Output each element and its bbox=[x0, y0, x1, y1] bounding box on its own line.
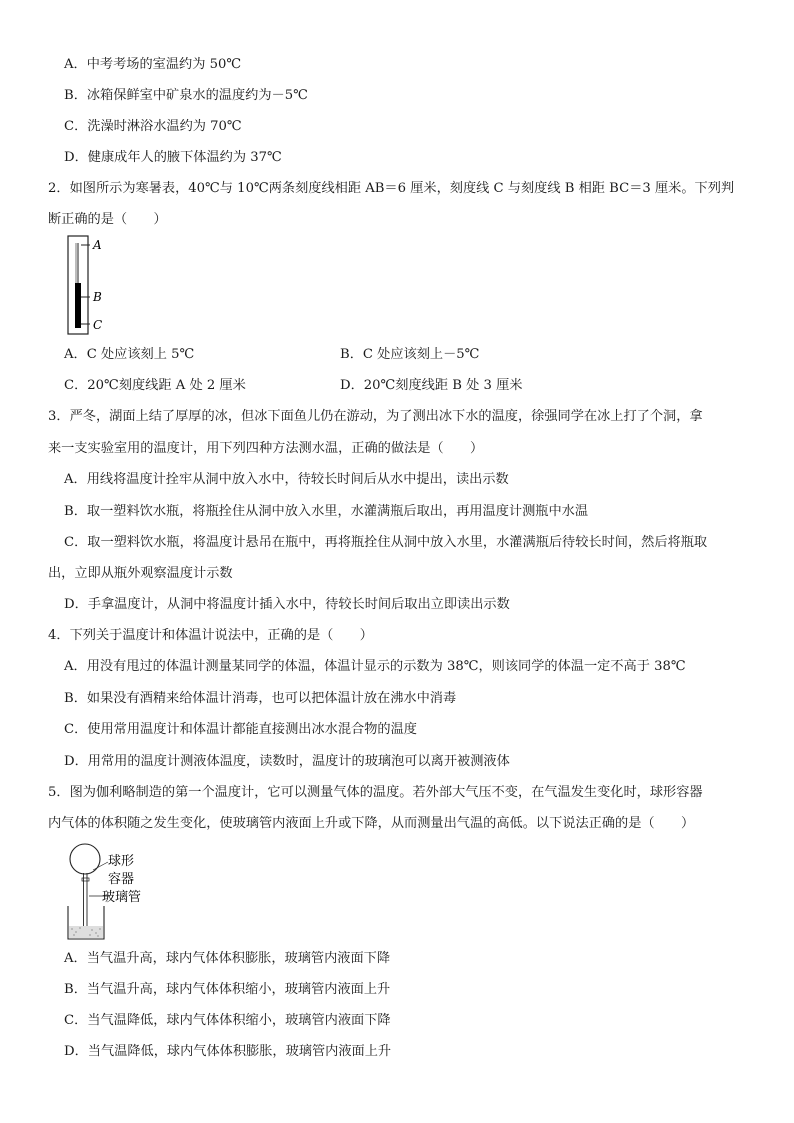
q3-option-c-line1: C．取一塑料饮水瓶，将温度计悬吊在瓶中，再将瓶拴住从洞中放入水里，水灌满瓶后待较长时间，然后将瓶取 bbox=[64, 535, 708, 550]
q2-option-b: B．C 处应该刻上－5℃ bbox=[340, 347, 480, 362]
q3-option-b: B．取一塑料饮水瓶，将瓶拴住从洞中放入水里，水灌满瓶后取出，再用温度计测瓶中水温 bbox=[64, 504, 588, 519]
q3-option-d: D．手拿温度计，从洞中将温度计插入水中，待较长时间后取出立即读出示数 bbox=[64, 597, 510, 612]
q4-option-c: C．使用常用温度计和体温计都能直接测出冰水混合物的温度 bbox=[64, 722, 417, 737]
label-sphere-1: 球形 bbox=[108, 854, 135, 869]
q2-option-d: D．20℃刻度线距 B 处 3 厘米 bbox=[340, 378, 523, 393]
label-b: B bbox=[93, 290, 102, 304]
q1-option-c: C．洗澡时淋浴水温约为 70℃ bbox=[64, 119, 242, 134]
q1-option-b: B．冰箱保鲜室中矿泉水的温度约为－5℃ bbox=[64, 88, 308, 103]
thermometer-liquid bbox=[75, 283, 81, 328]
label-c: C bbox=[93, 318, 103, 332]
leader-bulb bbox=[93, 862, 108, 870]
q5-option-b: B．当气温升高，球内气体体积缩小，玻璃管内液面上升 bbox=[64, 982, 391, 997]
q4-option-b: B．如果没有酒精来给体温计消毒，也可以把体温计放在沸水中消毒 bbox=[64, 691, 457, 706]
q2-option-c: C．20℃刻度线距 A 处 2 厘米 bbox=[64, 378, 246, 393]
q3-option-a: A．用线将温度计拴牢从洞中放入水中，待较长时间后从水中提出，读出示数 bbox=[64, 472, 509, 487]
q2-stem-line2: 断正确的是（ ） bbox=[48, 212, 167, 227]
q5-option-d: D．当气温降低，球内气体体积膨胀，玻璃管内液面上升 bbox=[64, 1044, 392, 1059]
q5-galileo-thermometer-figure bbox=[62, 840, 172, 942]
q2-option-a: A．C 处应该刻上 5℃ bbox=[64, 347, 195, 362]
q1-option-d: D．健康成年人的腋下体温约为 37℃ bbox=[64, 150, 282, 165]
q5-option-a: A．当气温升高，球内气体体积膨胀，玻璃管内液面下降 bbox=[64, 951, 391, 966]
q2-stem-line1: 2．如图所示为寒暑表，40℃与 10℃两条刻度线相距 AB＝6 厘米，刻度线 C 与刻度线 B 相距 BC＝3 厘米。下列判 bbox=[48, 181, 735, 196]
q5-option-c: C．当气温降低，球内气体体积缩小，玻璃管内液面下降 bbox=[64, 1013, 391, 1028]
label-sphere-2: 容器 bbox=[108, 872, 135, 887]
label-tube: 玻璃管 bbox=[102, 890, 142, 905]
q4-option-a: A．用没有甩过的体温计测量某同学的体温，体温计显示的示数为 38℃，则该同学的体温一定不高于 38℃ bbox=[64, 659, 686, 674]
q2-thermometer-figure bbox=[66, 235, 116, 336]
q3-stem-line2: 来一支实验室用的温度计，用下列四种方法测水温，正确的做法是（ ） bbox=[48, 441, 484, 456]
q3-option-c-line2: 出，立即从瓶外观察温度计示数 bbox=[48, 566, 233, 581]
q5-stem-line1: 5．图为伽利略制造的第一个温度计，它可以测量气体的温度。若外部大气压不变，在气温发生变化时，球形容器 bbox=[48, 785, 703, 800]
glass-bulb bbox=[70, 844, 100, 874]
q3-stem-line1: 3．严冬，湖面上结了厚厚的冰，但冰下面鱼儿仍在游动，为了测出冰下水的温度，徐强同学在冰上打了个洞，拿 bbox=[48, 409, 703, 424]
q4-stem: 4．下列关于温度计和体温计说法中，正确的是（ ） bbox=[48, 628, 373, 643]
q1-option-a: A．中考考场的室温约为 50℃ bbox=[64, 57, 242, 72]
label-a: A bbox=[93, 238, 102, 252]
q5-stem-line2: 内气体的体积随之发生变化，使玻璃管内液面上升或下降，从而测量出气温的高低。以下说法正确的是（ ） bbox=[48, 816, 695, 831]
q4-option-d: D．用常用的温度计测液体温度，读数时，温度计的玻璃泡可以离开被测液体 bbox=[64, 754, 510, 769]
